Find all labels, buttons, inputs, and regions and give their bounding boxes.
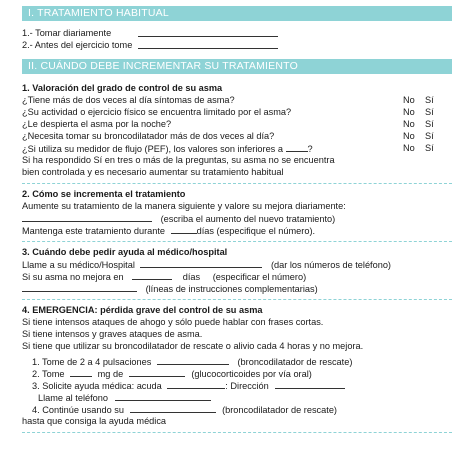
step-4-label: 4. Continúe usando su	[32, 405, 124, 415]
question-row	[22, 118, 452, 130]
rescue-inhaler-field[interactable]	[130, 403, 216, 413]
help-line-3	[22, 282, 452, 294]
facility-field[interactable]	[167, 379, 225, 389]
new-treatment-hint: (escriba el aumento del nuevo tratamiento)	[160, 214, 336, 224]
answer-yes[interactable]: Sí	[425, 119, 434, 129]
section-divider	[22, 432, 452, 433]
section-2-title: II. CUÁNDO DEBE INCREMENTAR SU TRATAMIENTO	[22, 59, 452, 74]
question-text: ¿Su actividad o ejercicio físico se encuentra limitado por el asma?	[22, 107, 292, 117]
answer-yes[interactable]: Sí	[425, 107, 434, 117]
maintain-days-field[interactable]	[171, 224, 197, 234]
emergency-line-2: Si tiene intensos y graves ataques de asma.	[22, 329, 203, 339]
step-1-hint: (broncodilatador de rescate)	[237, 357, 353, 367]
answer-yes[interactable]: Sí	[425, 143, 434, 153]
specify-number-hint: (especificar el número)	[212, 272, 307, 282]
emergency-phone-field[interactable]	[115, 391, 211, 401]
new-treatment-field[interactable]	[22, 212, 152, 222]
answer-no[interactable]: No	[403, 95, 415, 105]
emergency-line-1: Si tiene intensos ataques de ahogo y sólo puede hablar con frases cortas.	[22, 317, 324, 327]
days-label: días	[182, 272, 201, 282]
answer-no[interactable]: No	[403, 131, 415, 141]
question-row	[22, 106, 452, 118]
emergency-step-3-phone	[22, 391, 452, 403]
step-2-label: 2. Tome	[32, 369, 65, 379]
answer-no[interactable]: No	[403, 119, 415, 129]
answer-no[interactable]: No	[403, 143, 415, 153]
doctor-phone-field[interactable]	[140, 258, 262, 268]
daily-treatment-label: 1.- Tomar diariamente	[22, 28, 112, 38]
answer-yes[interactable]: Sí	[425, 95, 434, 105]
step-1-label: 1. Tome de 2 a 4 pulsaciones	[32, 357, 152, 367]
section-1-title: I. TRATAMIENTO HABITUAL	[22, 6, 452, 21]
emergency-step-1	[22, 355, 452, 367]
increase-line-1: Aumente su tratamiento de la manera siguiente y valore su mejora diariamente:	[22, 201, 346, 211]
question-text: ¿Si utiliza su medidor de flujo (PEF), los valores son inferiores a	[22, 144, 283, 154]
control-note-line-2: bien controlada y es necesario aumentar su tratamiento habitual	[22, 167, 284, 177]
emergency-step-3	[22, 379, 452, 391]
address-field[interactable]	[275, 379, 345, 389]
question-row	[22, 130, 452, 142]
increase-line-3	[22, 224, 452, 236]
increase-heading: 2. Cómo se incrementa el tratamiento	[22, 189, 186, 199]
doctor-phone-hint: (dar los números de teléfono)	[270, 260, 391, 270]
section-divider	[22, 241, 452, 242]
emergency-step-4	[22, 403, 452, 415]
mg-label: mg de	[97, 369, 124, 379]
maintain-days-hint: días (especifique el número).	[196, 226, 316, 236]
help-line-1	[22, 258, 452, 270]
step-2-hint: (glucocorticoides por vía oral)	[191, 369, 312, 379]
emergency-line-3: Si tiene que utilizar su broncodilatador de rescate o alivio cada 4 horas y no mejora.	[22, 341, 364, 351]
pre-exercise-field[interactable]	[138, 39, 278, 49]
daily-treatment-field[interactable]	[138, 27, 278, 37]
help-heading: 3. Cuándo debe pedir ayuda al médico/hospital	[22, 247, 228, 257]
question-text: ¿Necesita tomar su broncodilatador más de dos veces al día?	[22, 131, 275, 141]
daily-treatment-line	[22, 27, 452, 39]
question-row	[22, 94, 452, 106]
no-improvement-label: Si su asma no mejora en	[22, 272, 124, 282]
extra-instructions-field[interactable]	[22, 282, 137, 292]
call-doctor-label: Llame a su médico/Hospital	[22, 260, 135, 270]
corticoid-field[interactable]	[129, 367, 185, 377]
pre-exercise-line	[22, 39, 452, 51]
pre-exercise-label: 2.- Antes del ejercicio tome	[22, 40, 133, 50]
help-line-2	[22, 270, 452, 282]
no-improvement-days-field[interactable]	[132, 270, 172, 280]
dose-mg-field[interactable]	[70, 367, 92, 377]
action-plan-form	[22, 6, 452, 437]
answer-yes[interactable]: Sí	[425, 131, 434, 141]
question-text: ¿Tiene más de dos veces al día síntomas de asma?	[22, 95, 235, 105]
section-divider	[22, 183, 452, 184]
control-assessment-heading: 1. Valoración del grado de control de su asma	[22, 83, 223, 93]
emergency-heading: 4. EMERGENCIA: pérdida grave del control de su asma	[22, 305, 263, 315]
puffs-field[interactable]	[157, 355, 229, 365]
pef-threshold-field[interactable]	[286, 142, 308, 152]
extra-instructions-hint: (líneas de instrucciones complementarias)	[145, 284, 318, 294]
emergency-step-4-cont: hasta que consiga la ayuda médica	[22, 416, 167, 426]
control-note-line-1: Si ha respondido Sí en tres o más de la preguntas, su asma no se encuentra	[22, 155, 335, 165]
question-row	[22, 142, 452, 154]
emergency-step-2	[22, 367, 452, 379]
answer-no[interactable]: No	[403, 107, 415, 117]
maintain-label: Mantenga este tratamiento durante	[22, 226, 166, 236]
step-4-hint: (broncodilatador de rescate)	[222, 405, 337, 415]
increase-line-2	[22, 212, 452, 224]
phone-label: Llame al teléfono	[38, 393, 108, 403]
section-divider	[22, 299, 452, 300]
question-mark: ?	[307, 144, 313, 154]
address-label: : Dirección	[225, 381, 269, 391]
question-text: ¿Le despierta el asma por la noche?	[22, 119, 172, 129]
step-3-label: 3. Solicite ayuda médica: acuda	[32, 381, 162, 391]
